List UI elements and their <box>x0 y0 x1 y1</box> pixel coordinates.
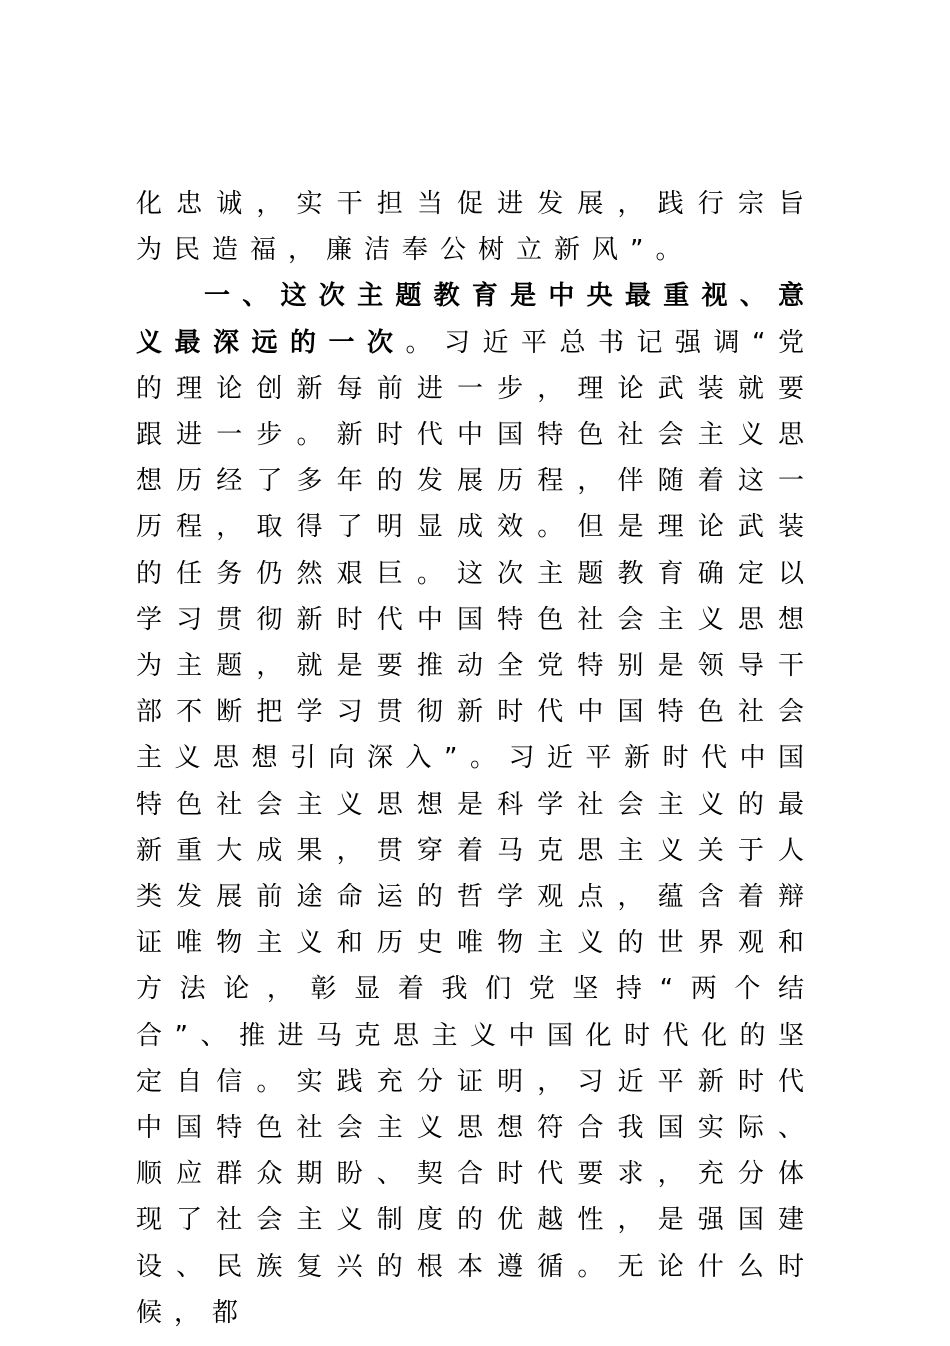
document-body <box>136 181 816 1336</box>
section-heading: 一、这次主题教育是中央最重视、意义最深远的一次 <box>136 281 816 358</box>
paragraph-continuation: 化忠诚，实干担当促进发展，践行宗旨为民造福，廉洁奉公树立新风”。 <box>136 189 816 266</box>
section-body-text: 。习近平总书记强调“党的理论创新每前进一步，理论武装就要跟进一步。新时代中国特色社会主义思想历经了多年的发展历程，伴随着这一历程，取得了明显成效。但是理论武装的任务仍然艰巨。这次主题教育确定以学习贯彻新时代中国特色社会主义思想为主题，就是要推动全党特别是领导干部不断把学习贯彻新时代中国特色社会主义思想引向深入”。习近平新时代中国特色社会主义思想是科学社会主义的最新重大成果，贯穿着马克思主义关于人类发展前途命运的哲学观点，蕴含着辩证唯物主义和历史唯物主义的世界观和方法论，彰显着我们党坚持“两个结合”、推进马克思主义中国化时代化的坚定自信。实践充分证明，习近平新时代中国特色社会主义思想符合我国实际、顺应群众期盼、契合时代要求，充分体现了社会主义制度的优越性，是强国建设、民族复兴的根本遵循。无论什么时候，都 <box>136 327 816 1328</box>
paragraph-section-one <box>136 273 816 1336</box>
